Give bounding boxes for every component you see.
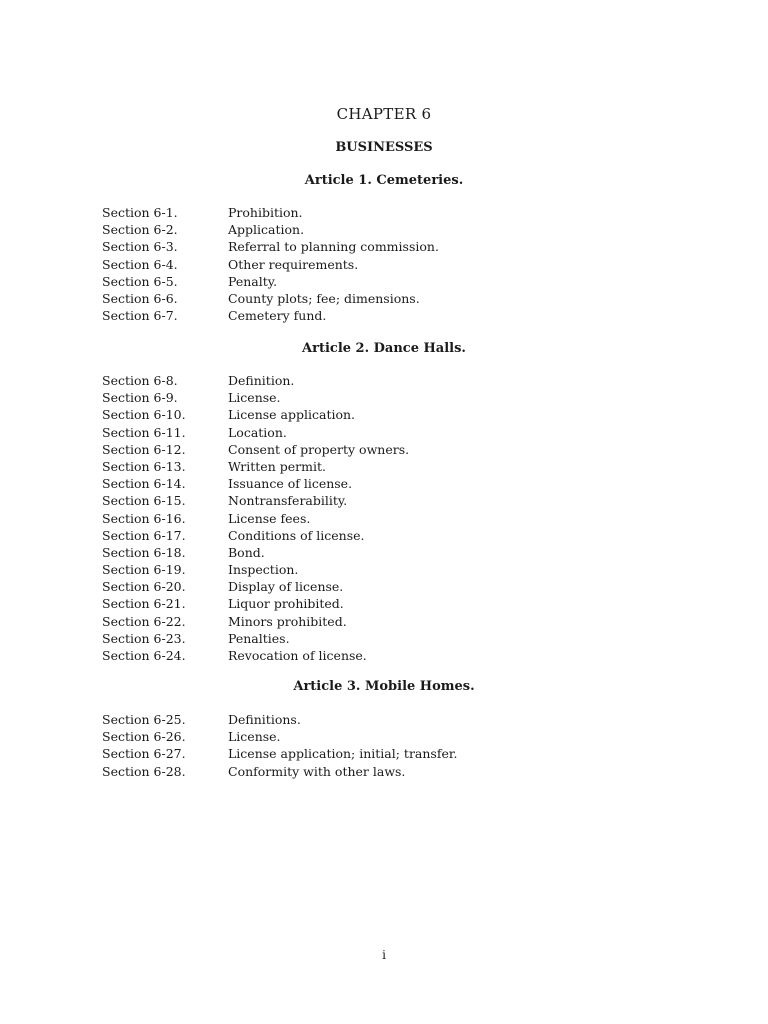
section-number: Section 6-24. (102, 648, 186, 663)
section-title: Conditions of license. (228, 527, 365, 543)
section-number: Section 6-9. (102, 390, 178, 406)
section-title: Liquor prohibited. (228, 596, 344, 612)
section-title: Prohibition. (228, 205, 303, 220)
section-title: Issuance of license. (228, 476, 353, 492)
section-number: Section 6-2. (102, 222, 178, 238)
section-number: Section 6-17. (102, 527, 186, 543)
section-title: County plots; fee; dimensions. (228, 290, 420, 306)
section-number: Section 6-25. (102, 712, 186, 727)
toc-entry (102, 273, 662, 290)
section-title: License application. (228, 407, 356, 423)
section-number: Section 6-28. (102, 763, 186, 779)
section-title: Referral to planning commission. (228, 239, 439, 255)
toc-entry (102, 630, 662, 647)
toc-entry (102, 204, 662, 221)
section-number: Section 6-14. (102, 476, 186, 492)
chapter-heading: CHAPTER 6 (336, 105, 432, 123)
section-title: Application. (228, 222, 305, 238)
toc-entry (102, 728, 662, 745)
section-title: Revocation of license. (228, 648, 367, 663)
section-title: Minors prohibited. (228, 613, 347, 629)
section-number: Section 6-16. (102, 510, 186, 526)
article-1-section-list (102, 204, 662, 324)
toc-entry (102, 221, 662, 238)
section-title: Penalty. (228, 273, 278, 289)
section-number: Section 6-21. (102, 596, 186, 612)
section-title: License. (228, 390, 281, 406)
section-number: Section 6-20. (102, 579, 186, 595)
toc-entry (102, 578, 662, 595)
section-number: Section 6-4. (102, 256, 178, 272)
section-number: Section 6-15. (102, 493, 186, 509)
section-number: Section 6-8. (102, 373, 178, 388)
toc-entry (102, 527, 662, 544)
toc-entry (102, 389, 662, 406)
toc-entry (102, 745, 662, 762)
section-title: Conformity with other laws. (228, 763, 406, 779)
section-title: Penalties. (228, 630, 290, 646)
toc-entry (102, 372, 662, 389)
section-title: Other requirements. (228, 256, 359, 272)
section-title: Written permit. (228, 458, 326, 474)
section-number: Section 6-27. (102, 746, 186, 762)
section-number: Section 6-23. (102, 630, 186, 646)
toc-entry (102, 763, 662, 780)
toc-entry (102, 595, 662, 612)
toc-entry (102, 647, 662, 664)
section-title: Bond. (228, 544, 265, 560)
toc-entry (102, 510, 662, 527)
section-number: Section 6-10. (102, 407, 186, 423)
section-title: Consent of property owners. (228, 441, 410, 457)
section-title: Inspection. (228, 562, 299, 578)
section-title: License fees. (228, 510, 311, 526)
section-number: Section 6-1. (102, 205, 178, 220)
toc-entry (102, 424, 662, 441)
toc-entry (102, 238, 662, 255)
toc-entry (102, 441, 662, 458)
article-2-section-list (102, 372, 662, 664)
section-number: Section 6-22. (102, 613, 186, 629)
section-title: Definitions. (228, 712, 301, 727)
section-number: Section 6-13. (102, 458, 186, 474)
toc-entry (102, 544, 662, 561)
section-number: Section 6-12. (102, 441, 186, 457)
section-number: Section 6-5. (102, 273, 178, 289)
section-title: Definition. (228, 373, 295, 388)
page-number: i (382, 948, 386, 962)
section-title: Location. (228, 424, 287, 440)
subject-heading: BUSINESSES (335, 140, 433, 155)
toc-entry (102, 458, 662, 475)
section-title: License. (228, 729, 281, 745)
section-number: Section 6-7. (102, 308, 178, 324)
toc-entry (102, 256, 662, 273)
section-number: Section 6-3. (102, 239, 178, 255)
section-title: Nontransferability. (228, 493, 348, 509)
article-3-heading: Article 3. Mobile Homes. (293, 679, 475, 694)
toc-entry (102, 492, 662, 509)
article-1-heading: Article 1. Cemeteries. (304, 173, 464, 188)
toc-entry (102, 711, 662, 728)
section-number: Section 6-26. (102, 729, 186, 745)
section-title: Cemetery fund. (228, 308, 327, 324)
section-title: License application; initial; transfer. (228, 746, 458, 762)
section-number: Section 6-18. (102, 544, 186, 560)
toc-entry (102, 406, 662, 423)
section-title: Display of license. (228, 579, 344, 595)
article-3-section-list (102, 711, 662, 780)
toc-entry (102, 613, 662, 630)
section-number: Section 6-19. (102, 562, 186, 578)
toc-entry (102, 290, 662, 307)
section-number: Section 6-11. (102, 424, 186, 440)
section-number: Section 6-6. (102, 290, 178, 306)
article-2-heading: Article 2. Dance Halls. (302, 341, 466, 356)
toc-entry (102, 561, 662, 578)
toc-entry (102, 475, 662, 492)
toc-entry (102, 307, 662, 324)
